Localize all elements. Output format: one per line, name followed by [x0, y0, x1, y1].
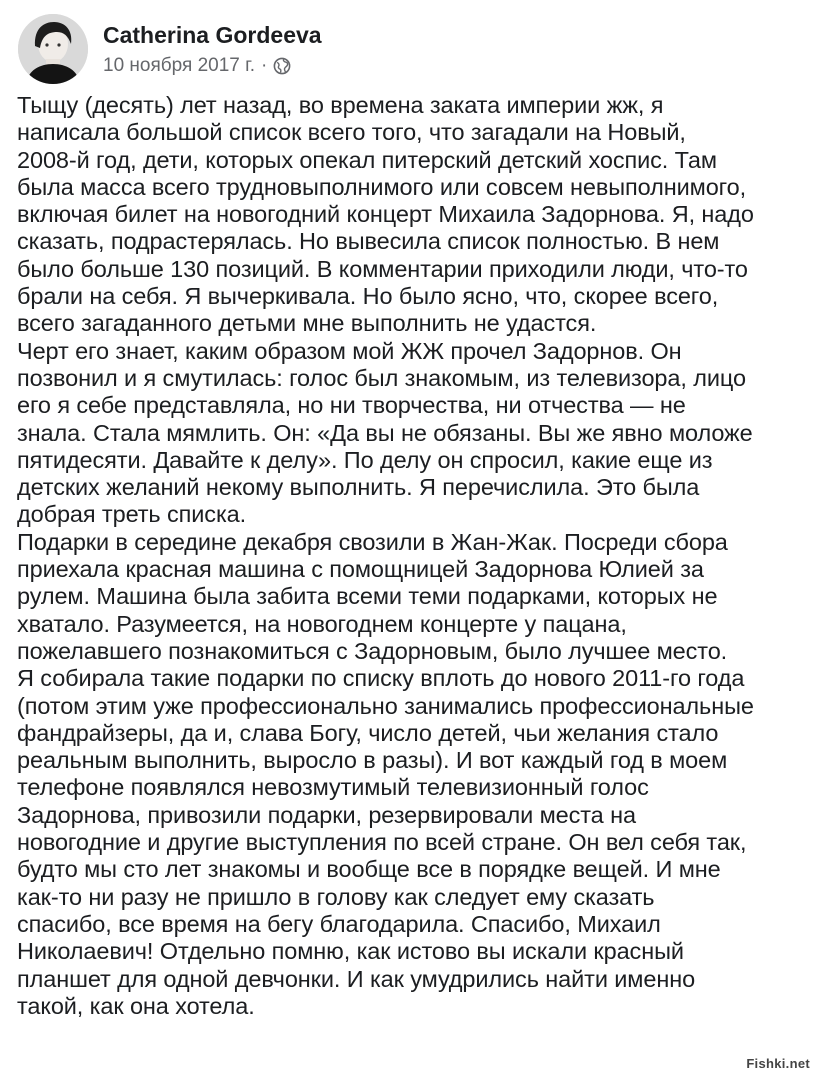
paragraph: Подарки в середине декабря свозили в Жан-Жак. Посреди сбора приехала красная машина с помощницей Задорнова Юлией за рулем. Машина была забита всеми теми подарками, которых не хватало. Разумеется, на новогоднем концерте у пацана, пожелавшего познакомиться с Задорновым, было лучшее место. — [17, 528, 728, 664]
post-text — [17, 92, 815, 1020]
post-date[interactable]: 10 ноября 2017 г. — [103, 55, 255, 76]
avatar[interactable] — [18, 14, 88, 84]
separator-dot: · — [261, 55, 268, 76]
post-header — [18, 12, 322, 86]
watermark: Fishki.net — [743, 1055, 813, 1072]
globe-icon[interactable] — [273, 57, 291, 75]
paragraph: Черт его знает, каким образом мой ЖЖ прочел Задорнов. Он позвонил и я смутилась: голос был знакомым, из телевизора, лицо его я себе представляла, но ни творчества, ни отчества — не знала. Стала мямлить. Он: «Да вы не обязаны. Вы же явно моложе пятидесяти. Давайте к делу». По делу он спросил, какие еще из детских желаний некому выполнить. Я перечислила. Это была добрая треть списка. — [17, 337, 753, 528]
author-name[interactable]: Catherina Gordeeva — [103, 22, 322, 48]
post-subline — [103, 54, 322, 78]
avatar-photo-icon — [18, 14, 88, 84]
paragraph: Я собирала такие подарки по списку вплоть до нового 2011-го года (потом этим уже профессионально занимались профессиональные фандрайзеры, да и, слава Богу, число детей, чьи желания стало реальным выполнить, выросло в разы). И вот каждый год в моем телефоне появлялся невозмутимый телевизионный голос Задорнова, привозили подарки, резервировали места на новогодние и другие выступления по всей стране. Он вел себя так, будто мы сто лет знакомы и вообще все в порядке вещей. И мне как-то ни разу не пришло в голову как следует ему сказать спасибо, все время на бегу благодарила. Спасибо, Михаил Николаевич! Отдельно помню, как истово вы искали красный планшет для одной девчонки. И как умудрились найти именно такой, как она хотела. — [17, 665, 754, 1019]
paragraph: Тыщу (десять) лет назад, во времена заката империи жж, я написала большой список всего того, что загадали на Новый, 2008-й год, дети, которых опекал питерский детский хоспис. Там была масса всего трудновыполнимого или совсем невыполнимого, включая билет на новогодний концерт Михаила Задорнова. Я, надо сказать, подрастерялась. Но вывесила список полностью. В нем было больше 130 позиций. В комментарии приходили люди, что-то брали на себя. Я вычеркивала. Но было ясно, что, скорее всего, всего загаданного детьми мне выполнить не удастся. — [17, 92, 754, 337]
post-meta — [103, 20, 322, 78]
